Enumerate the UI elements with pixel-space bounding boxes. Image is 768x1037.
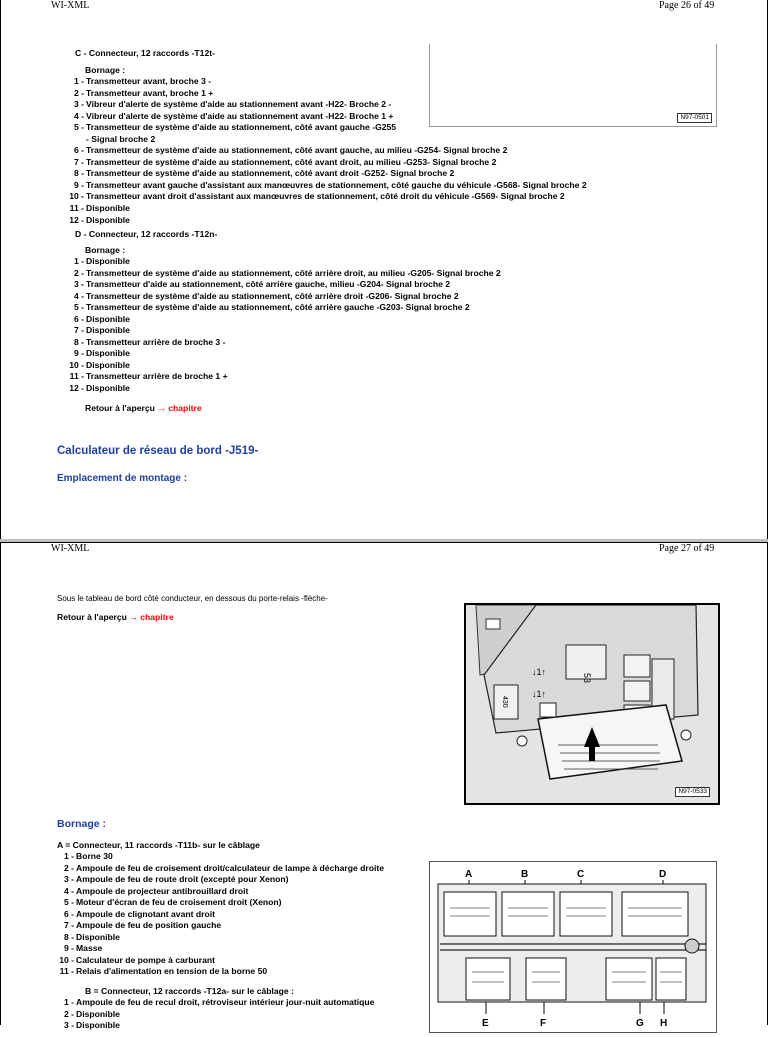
connector-label-g: G [636, 1018, 644, 1029]
pin-row [57, 203, 657, 215]
pin-number: 6 - [63, 908, 74, 919]
section-title: Calculateur de réseau de bord -J519- [57, 445, 259, 457]
pin-description: Transmetteur arrière de broche 3 - [86, 336, 226, 347]
connector-layout-figure [429, 861, 717, 1033]
pin-description: Disponible [76, 931, 120, 942]
header-page-number: Page 27 of 49 [659, 543, 715, 554]
pin-row [57, 371, 657, 383]
pin-description: Transmetteur avant, broche 3 - [86, 76, 212, 86]
pin-description: Transmetteur de système d'aide au stationnement, côté avant droit -G252- Signal broche 2 [86, 168, 455, 179]
pin-description: Transmetteur de système d'aide au stationnement, côté arrière droit, au milieu -G205- Signal broche 2 [86, 267, 501, 278]
pin-number: 8 - [63, 931, 74, 942]
pin-description: Transmetteur d'aide au stationnement, côté arrière gauche, milieu -G204- Signal broche 2 [86, 279, 451, 290]
pin-number: 2 - [63, 1008, 74, 1019]
pin-description: - Signal broche 2 [86, 133, 156, 144]
pin-row [57, 268, 657, 280]
relay-symbol: ↓1↑ [532, 689, 547, 699]
connector-d-prefix: D - [75, 229, 87, 239]
pin-description: Transmetteur de système d'aide au stationnement, côté arrière gauche -G203- Signal broche 2 [86, 302, 470, 313]
pin-description: Transmetteur de système d'aide au stationnement, côté arrière droit -G206- Signal broche 2 [86, 290, 459, 301]
pin-number: 3 - [63, 1020, 74, 1031]
pin-number: 3 - [73, 279, 84, 290]
location-description: Sous le tableau de bord côté conducteur, en dessous du porte-relais -flèche- [57, 594, 328, 603]
header-app-name: WI-XML [51, 543, 90, 554]
connector-b-line: B = Connecteur, 12 raccords -T12a- sur le câblage : [85, 986, 294, 996]
pin-number: 11 - [69, 371, 84, 382]
arrow-right-icon: → [129, 612, 138, 622]
pin-description: Vibreur d'alerte de système d'aide au stationnement avant -H22- Broche 1 + [86, 110, 394, 121]
pin-description: Disponible [76, 1020, 120, 1031]
pin-row [57, 215, 657, 227]
pin-number: 4 - [73, 110, 84, 121]
connector-diagram [430, 862, 716, 1032]
pin-description: Disponible [86, 214, 130, 225]
control-unit-illustration [466, 605, 718, 803]
connector-c-title: Connecteur, 12 raccords -T12t- [88, 48, 215, 58]
pdf-page-27 [0, 542, 768, 1031]
header-page-number: Page 26 of 49 [659, 0, 715, 11]
pin-number: 3 - [73, 99, 84, 110]
pin-row [57, 383, 657, 395]
pin-description: Transmetteur avant, broche 1 + [86, 87, 214, 98]
pin-number: 5 - [73, 302, 84, 313]
pin-row [57, 256, 657, 268]
pin-description: Ampoule de clignotant avant droit [76, 908, 215, 919]
relay-symbol: ↓1↑ [532, 667, 547, 677]
pin-row [57, 279, 657, 291]
pin-description: Disponible [86, 313, 130, 324]
bornage-c-label: Bornage : [85, 65, 126, 75]
pin-number: 10 - [69, 191, 84, 202]
connector-label-b: B [521, 869, 529, 880]
pin-row [57, 360, 657, 372]
chapter-link[interactable]: chapitre [140, 612, 174, 622]
pin-description: Vibreur d'alerte de système d'aide au stationnement avant -H22- Broche 2 - [86, 99, 392, 110]
connector-d-title: Connecteur, 12 raccords -T12n- [88, 229, 218, 239]
pin-number: 7 - [63, 920, 74, 931]
pin-description: Ampoule de feu de recul droit, rétroviseur intérieur jour-nuit automatique [76, 997, 375, 1007]
pin-number: 12 - [69, 214, 84, 225]
pin-description: Transmetteur de système d'aide au stationnement, côté avant gauche -G255 [86, 122, 397, 133]
mounting-location-figure [464, 603, 720, 805]
pin-description: Transmetteur de système d'aide au stationnement, côté avant gauche, au milieu -G254- Signal broche 2 [86, 145, 508, 156]
figure-tag: N97-0533 [675, 787, 710, 797]
pin-description: Disponible [86, 203, 130, 214]
pin-number: 10 - [59, 954, 74, 965]
pin-description: Ampoule de projecteur antibrouillard droit [76, 885, 249, 896]
pin-number: 7 - [73, 325, 84, 336]
pin-description: Disponible [86, 383, 130, 394]
pin-description: Disponible [86, 359, 130, 370]
pin-number: 2 - [73, 267, 84, 278]
pin-description: Masse [76, 943, 103, 954]
pin-row [57, 302, 657, 314]
pin-row [57, 291, 657, 303]
connector-label-d: D [659, 869, 667, 880]
pin-description: Transmetteur arrière de broche 1 + [86, 371, 228, 382]
pin-description: Ampoule de feu de position gauche [76, 920, 222, 931]
pin-description: Ampoule de feu de croisement droit/calculateur de lampe à décharge droite [76, 862, 385, 873]
relay-label-430: 430 [501, 696, 508, 708]
pin-number: 1 - [63, 997, 74, 1007]
pin-number: 9 - [73, 348, 84, 359]
pin-row [57, 134, 657, 146]
connector-c-prefix: C - [75, 48, 87, 58]
figure-continuation [429, 44, 717, 127]
pin-row [57, 157, 657, 169]
arrow-right-icon: → [157, 403, 166, 413]
pin-description: Transmetteur de système d'aide au stationnement, côté avant droit, au milieu -G253- Signal broche 2 [86, 156, 497, 167]
subsection-title: Emplacement de montage : [57, 473, 188, 484]
pin-row [57, 191, 657, 203]
pin-description: Calculateur de pompe à carburant [76, 954, 215, 965]
pin-number: 12 - [69, 383, 84, 394]
pin-number: 1 - [73, 76, 84, 86]
pin-description: Ampoule de feu de route droit (excepté pour Xenon) [76, 874, 289, 885]
pin-number: 9 - [73, 179, 84, 190]
back-link-row [85, 403, 202, 414]
back-link-row [57, 612, 174, 623]
connector-label-c: C [577, 869, 585, 880]
pin-number: 5 - [63, 897, 74, 908]
pin-description: Transmetteur avant droit d'assistant aux manœuvres de stationnement, côté droit du véhicule -G569- Signal broche 2 [86, 191, 565, 202]
connector-label-f: F [540, 1018, 547, 1029]
pin-number: 1 - [63, 851, 74, 861]
pin-description: Disponible [76, 1008, 120, 1019]
pin-description: Disponible [86, 256, 130, 266]
figure-tag: N97-0501 [677, 113, 712, 123]
connector-c-line [75, 48, 215, 59]
pin-number: 7 - [73, 156, 84, 167]
pin-number: 8 - [73, 168, 84, 179]
pin-number: 8 - [73, 336, 84, 347]
pin-number: 3 - [63, 874, 74, 885]
pin-description: Disponible [86, 348, 130, 359]
pin-number: 4 - [63, 885, 74, 896]
pin-number: 1 - [73, 256, 84, 266]
pin-number: 11 - [69, 203, 84, 214]
pin-row [57, 337, 657, 349]
pin-number: 10 - [69, 359, 84, 370]
pin-row [57, 168, 657, 180]
bornage-title: Bornage : [57, 818, 107, 830]
connector-label-h: H [660, 1018, 668, 1029]
pin-row [57, 325, 657, 337]
pin-description: Transmetteur avant gauche d'assistant aux manœuvres de stationnement, côté gauche du véhicule -G568- Signal broche 2 [86, 179, 587, 190]
pin-description: Disponible [86, 325, 130, 336]
pin-number: 9 - [63, 943, 74, 954]
pin-description: Relais d'alimentation en tension de la borne 50 [76, 966, 268, 977]
connector-label-a: A [465, 869, 473, 880]
pin-list-d [57, 256, 657, 395]
connector-label-e: E [482, 1018, 489, 1029]
header-app-name: WI-XML [51, 0, 90, 11]
connector-d-line [75, 229, 217, 240]
pin-row [57, 314, 657, 326]
chapter-link[interactable]: chapitre [168, 403, 202, 413]
back-link-label: Retour à l'aperçu [85, 403, 155, 413]
pin-number: 5 - [73, 122, 84, 133]
pin-number: 2 - [73, 87, 84, 98]
connector-a-line: A = Connecteur, 11 raccords -T11b- sur le câblage [57, 840, 260, 850]
relay-label-53: 53 [582, 673, 592, 684]
pin-number: 4 - [73, 290, 84, 301]
pin-description: Borne 30 [76, 851, 113, 861]
pin-number: 6 - [73, 313, 84, 324]
pin-description: Moteur d'écran de feu de croisement droit (Xenon) [76, 897, 282, 908]
back-link-label: Retour à l'aperçu [57, 612, 127, 622]
pin-row [57, 348, 657, 360]
pin-row [57, 180, 657, 192]
bornage-d-label: Bornage : [85, 245, 126, 255]
pin-number: 2 - [63, 862, 74, 873]
pin-number: 11 - [59, 966, 74, 977]
pin-row [57, 145, 657, 157]
pin-number: 6 - [73, 145, 84, 156]
